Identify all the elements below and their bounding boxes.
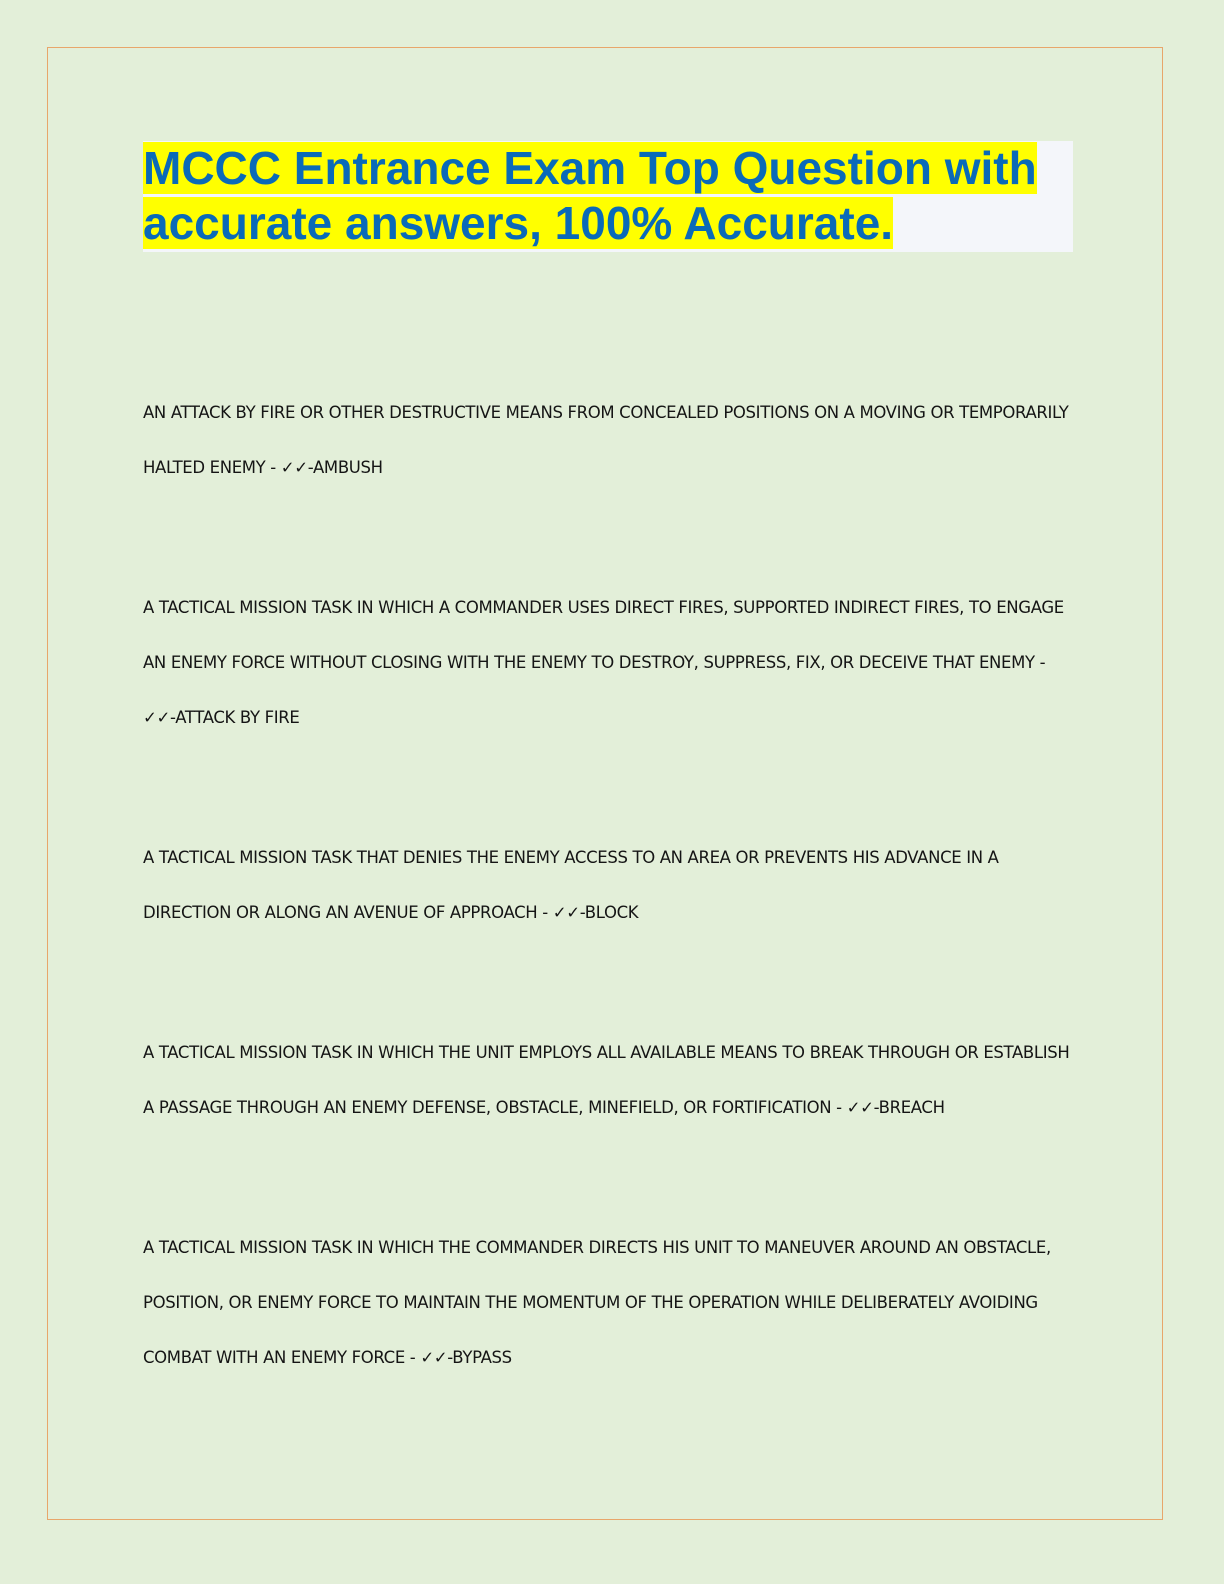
answer-text: -AMBUSH	[307, 458, 383, 477]
qa-entry	[143, 830, 1073, 940]
question-text: A TACTICAL MISSION TASK IN WHICH A COMMANDER USES DIRECT FIRES, SUPPORTED INDIRECT FIRES, TO ENGAGE AN ENEMY FORCE WITHOUT CLOSING WITH THE ENEMY TO DESTROY, SUPPRESS, FIX, OR DECEIVE THAT ENEMY	[143, 598, 1064, 672]
qa-entry	[143, 580, 1073, 745]
question-text: A TACTICAL MISSION TASK THAT DENIES THE ENEMY ACCESS TO AN AREA OR PREVENTS HIS ADVANCE IN A DIRECTION OR ALONG AN AVENUE OF APPROACH	[143, 848, 999, 922]
question-text: A TACTICAL MISSION TASK IN WHICH THE COMMANDER DIRECTS HIS UNIT TO MANEUVER AROUND AN OBSTACLE, POSITION, OR ENEMY FORCE TO MAINTAIN THE MOMENTUM OF THE OPERATION WHILE DELIBERATELY AVOIDING COMBAT WITH AN ENEMY FORCE	[143, 1238, 1051, 1367]
separator: -	[831, 1098, 847, 1117]
question-text: A TACTICAL MISSION TASK IN WHICH THE UNIT EMPLOYS ALL AVAILABLE MEANS TO BREAK THROUGH OR ESTABLISH A PASSAGE THROUGH AN ENEMY DEFENSE, OBSTACLE, MINEFIELD, OR FORTIFICATION	[143, 1043, 1070, 1117]
double-check-icon: ✓✓	[552, 903, 580, 922]
answer-text: -ATTACK BY FIRE	[169, 708, 300, 727]
answer-text: -BYPASS	[447, 1348, 512, 1367]
separator: -	[537, 903, 553, 922]
document-title-text: MCCC Entrance Exam Top Question with accurate answers, 100% Accurate.	[143, 142, 1037, 249]
double-check-icon: ✓✓	[420, 1348, 448, 1367]
question-text: AN ATTACK BY FIRE OR OTHER DESTRUCTIVE MEANS FROM CONCEALED POSITIONS ON A MOVING OR TEMPORARILY HALTED ENEMY	[143, 403, 1069, 477]
answer-text: -BLOCK	[579, 903, 639, 922]
double-check-icon: ✓✓	[280, 458, 308, 477]
answer-text: -BREACH	[873, 1098, 945, 1117]
separator: -	[404, 1348, 421, 1367]
title-block	[143, 141, 1073, 252]
double-check-icon: ✓✓	[846, 1098, 874, 1117]
separator: -	[1034, 653, 1046, 672]
qa-entry	[143, 1220, 1073, 1385]
double-check-icon: ✓✓	[143, 708, 170, 727]
qa-list	[143, 385, 1073, 1470]
separator: -	[265, 458, 281, 477]
document-title	[143, 141, 1073, 251]
qa-entry	[143, 1025, 1073, 1135]
qa-entry	[143, 385, 1073, 495]
